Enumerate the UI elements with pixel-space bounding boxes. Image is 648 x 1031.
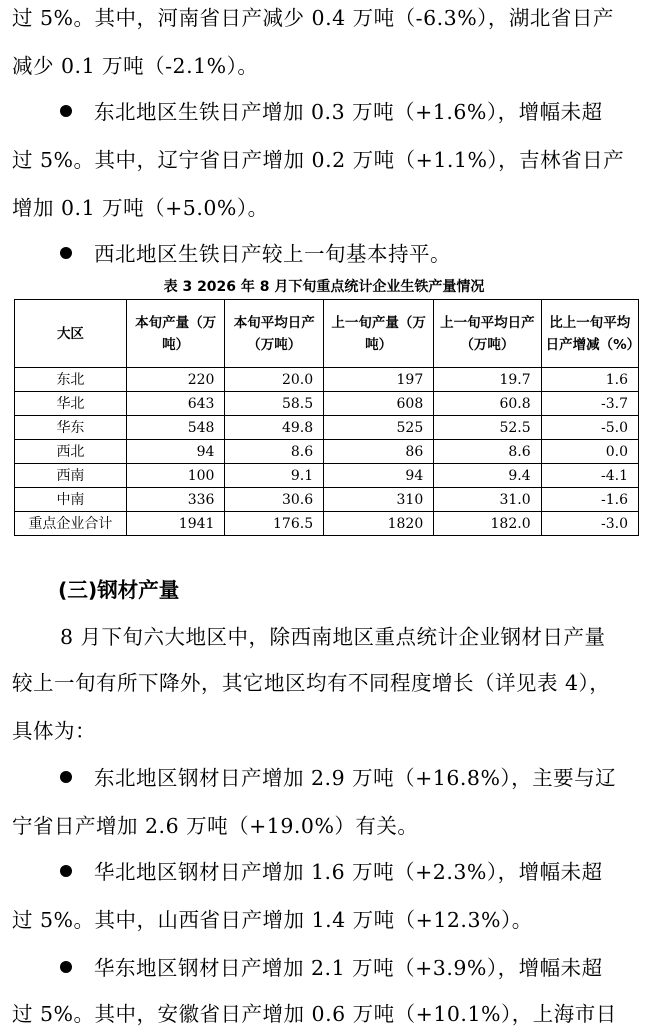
table-cell: 9.4 [434, 464, 541, 488]
table-row-total [15, 512, 639, 536]
paragraph-line: 较上一旬有所下降外，其它地区均有不同程度增长（详见表 4）， [12, 671, 611, 695]
pig-iron-table [14, 299, 639, 536]
table-cell: 176.5 [225, 512, 324, 536]
table-row [15, 464, 639, 488]
paragraph-line: 8 月下旬六大地区中，除西南地区重点统计企业钢材日产量 [60, 625, 606, 649]
table-cell: 30.6 [225, 488, 324, 512]
column-header: 比上一旬平均日产增减（%） [541, 300, 638, 368]
column-header: 本旬平均日产（万吨） [225, 300, 324, 368]
bullet-icon [60, 105, 72, 117]
paragraph-line: 过 5%。其中，安徽省日产增加 0.6 万吨（+10.1%），上海市日 [12, 1002, 617, 1026]
bullet-text: 西北地区生铁日产较上一旬基本持平。 [94, 242, 451, 266]
table-cell: 86 [324, 440, 434, 464]
table-cell: 58.5 [225, 392, 324, 416]
bullet-text: 东北地区钢材日产增加 2.9 万吨（+16.8%），主要与辽 [94, 766, 617, 790]
paragraph-line: 减少 0.1 万吨（-2.1%）。 [12, 54, 259, 78]
table-cell: -1.6 [541, 488, 638, 512]
column-header: 本旬产量（万吨） [126, 300, 225, 368]
region-cell: 西北 [15, 440, 127, 464]
paragraph-line: 过 5%。其中，河南省日产减少 0.4 万吨（-6.3%），湖北省日产 [12, 6, 614, 30]
bullet-icon [60, 961, 72, 973]
bullet-line [12, 954, 638, 982]
table-cell: 94 [126, 440, 225, 464]
table-row [15, 368, 639, 392]
bullet-icon [60, 247, 72, 259]
region-cell: 中南 [15, 488, 127, 512]
table-cell: 0.0 [541, 440, 638, 464]
bullet-line [12, 764, 638, 792]
table-header-row [15, 300, 639, 368]
table-caption: 表 3 2026 年 8 月下旬重点统计企业生铁产量情况 [163, 279, 485, 295]
bullet-line [12, 98, 638, 126]
table-cell: 94 [324, 464, 434, 488]
table-cell: 9.1 [225, 464, 324, 488]
region-cell: 华东 [15, 416, 127, 440]
region-cell: 东北 [15, 368, 127, 392]
bullet-line [12, 240, 638, 268]
table-cell: 182.0 [434, 512, 541, 536]
bullet-icon [60, 771, 72, 783]
table-cell: 1820 [324, 512, 434, 536]
paragraph-line: 具体为： [12, 719, 96, 743]
table-cell: 310 [324, 488, 434, 512]
region-cell: 重点企业合计 [15, 512, 127, 536]
table-cell: 643 [126, 392, 225, 416]
paragraph-line: 过 5%。其中，辽宁省日产增加 0.2 万吨（+1.1%），吉林省日产 [12, 148, 625, 172]
column-header: 上一旬产量（万吨） [324, 300, 434, 368]
paragraph-line: 宁省日产增加 2.6 万吨（+19.0%）有关。 [12, 814, 419, 838]
table-cell: 197 [324, 368, 434, 392]
table-cell: -4.1 [541, 464, 638, 488]
table-cell: 19.7 [434, 368, 541, 392]
table-cell: 548 [126, 416, 225, 440]
bullet-text: 华东地区钢材日产增加 2.1 万吨（+3.9%），增幅未超 [94, 956, 603, 980]
table-cell: -5.0 [541, 416, 638, 440]
column-header: 大区 [15, 300, 127, 368]
paragraph-line: 过 5%。其中，山西省日产增加 1.4 万吨（+12.3%）。 [12, 908, 533, 932]
bullet-text: 东北地区生铁日产增加 0.3 万吨（+1.6%），增幅未超 [94, 100, 603, 124]
column-header: 上一旬平均日产（万吨） [434, 300, 541, 368]
table-row [15, 440, 639, 464]
table-cell: 525 [324, 416, 434, 440]
section-heading: (三)钢材产量 [58, 578, 180, 602]
table-row [15, 488, 639, 512]
table-cell: 1.6 [541, 368, 638, 392]
region-cell: 华北 [15, 392, 127, 416]
table-cell: 49.8 [225, 416, 324, 440]
table-cell: 100 [126, 464, 225, 488]
paragraph-line: 增加 0.1 万吨（+5.0%）。 [12, 196, 269, 220]
table-cell: 60.8 [434, 392, 541, 416]
table-row [15, 392, 639, 416]
table-cell: 52.5 [434, 416, 541, 440]
table-cell: 1941 [126, 512, 225, 536]
bullet-text: 华北地区钢材日产增加 1.6 万吨（+2.3%），增幅未超 [94, 860, 603, 884]
table-cell: 8.6 [434, 440, 541, 464]
bullet-icon [60, 865, 72, 877]
region-cell: 西南 [15, 464, 127, 488]
table-cell: 608 [324, 392, 434, 416]
table-cell: 220 [126, 368, 225, 392]
table-cell: 31.0 [434, 488, 541, 512]
table-cell: 336 [126, 488, 225, 512]
table-cell: -3.0 [541, 512, 638, 536]
table-cell: 20.0 [225, 368, 324, 392]
bullet-line [12, 858, 638, 886]
table-cell: -3.7 [541, 392, 638, 416]
table-cell: 8.6 [225, 440, 324, 464]
table-row [15, 416, 639, 440]
